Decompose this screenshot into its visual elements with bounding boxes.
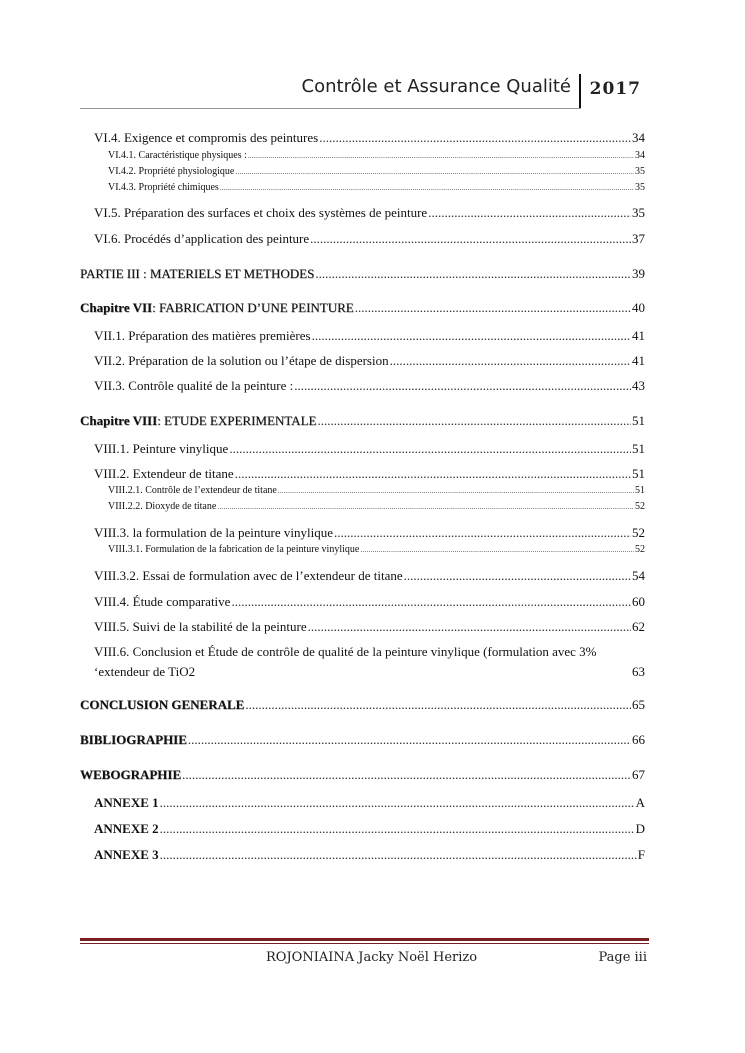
toc-page-number: F — [637, 847, 645, 862]
toc-page-number: 52 — [635, 544, 645, 555]
toc-annex[interactable]: ANNEXE 2 ..... D — [80, 821, 645, 837]
toc-entry[interactable]: VIII.2.1. Contrôle de l’extendeur de titane ..... 51 — [80, 485, 645, 497]
toc-part[interactable]: PARTIE III : MATERIELS ET METHODES ..... 39 — [80, 266, 645, 282]
toc-entry[interactable]: VI.6. Procédés d’application des peinture ..... 37 — [80, 231, 645, 247]
toc-entry[interactable]: VI.4.3. Propriété chimiques ..... 35 — [80, 182, 645, 194]
footer-rule-thin — [80, 943, 649, 944]
toc-page-number: 51 — [635, 485, 645, 496]
toc-conclusion[interactable]: CONCLUSION GENERALE ..... 65 — [80, 697, 645, 713]
toc-entry[interactable]: VII.2. Préparation de la solution ou l’étape de dispersion ..... 41 — [80, 353, 645, 369]
page-footer — [80, 938, 649, 978]
toc-entry[interactable]: VIII.5. Suivi de la stabilité de la peinture ..... 62 — [80, 619, 645, 635]
toc-entry[interactable]: VIII.3. la formulation de la peinture vinylique ..... 52 — [80, 525, 645, 541]
toc-page-number: 63 — [632, 664, 645, 679]
toc-page-number: 41 — [632, 353, 645, 368]
toc-entry[interactable]: VIII.3.1. Formulation de la fabrication de la peinture vinylique ..... 52 — [80, 544, 645, 556]
toc-page-number: 34 — [635, 150, 645, 161]
header-divider — [579, 74, 581, 108]
toc-entry[interactable]: VI.4. Exigence et compromis des peintures ..... 34 — [80, 130, 645, 146]
toc-page-number: 62 — [632, 619, 645, 634]
toc-page-number: 35 — [632, 205, 645, 220]
toc-page-number: 67 — [632, 767, 645, 782]
toc-page-number: 34 — [632, 130, 645, 145]
toc-bibliography[interactable]: BIBLIOGRAPHIE ..... 66 — [80, 732, 645, 748]
toc-entry[interactable]: VIII.6. Conclusion et Étude de contrôle de qualité de la peinture vinylique (formulation avec 3% ‘extendeur de TiO2 63 — [94, 642, 645, 682]
toc-page-number: 65 — [632, 697, 645, 712]
toc-chapter[interactable]: Chapitre VII : FABRICATION D’UNE PEINTURE ..... 40 — [80, 300, 645, 316]
toc-page-number: 54 — [632, 568, 645, 583]
toc-chapter[interactable]: Chapitre VIII : ETUDE EXPERIMENTALE ..... 51 — [80, 413, 645, 429]
toc-page-number: 66 — [632, 732, 645, 747]
toc-entry[interactable]: VII.1. Préparation des matières premières ..... 41 — [80, 328, 645, 344]
toc-entry[interactable]: VIII.1. Peinture vinylique ..... 51 — [80, 441, 645, 457]
toc-page-number: 35 — [635, 182, 645, 193]
toc-page-number: 51 — [632, 413, 645, 428]
toc-entry[interactable]: VIII.3.2. Essai de formulation avec de l’extendeur de titane ..... 54 — [80, 568, 645, 584]
toc-page-number: 43 — [632, 378, 645, 393]
author-name: ROJONIAINA Jacky Noël Herizo — [266, 950, 478, 965]
page-header — [80, 68, 649, 112]
page-number: Page iii — [598, 950, 647, 965]
toc-annex[interactable]: ANNEXE 1 ..... A — [80, 795, 645, 811]
toc-page-number: 52 — [635, 501, 645, 512]
toc-page-number: 41 — [632, 328, 645, 343]
toc-webography[interactable]: WEBOGRAPHIE ..... 67 — [80, 767, 645, 783]
toc-entry[interactable]: VIII.4. Étude comparative ..... 60 — [80, 594, 645, 610]
toc-page-number: 40 — [632, 300, 645, 315]
header-rule — [80, 108, 581, 109]
toc-page-number: 35 — [635, 166, 645, 177]
toc-page-number: 37 — [632, 231, 645, 246]
toc-entry[interactable]: VI.5. Préparation des surfaces et choix des systèmes de peinture ..... 35 — [80, 205, 645, 221]
footer-rule — [80, 938, 649, 941]
toc-page-number: A — [635, 795, 645, 810]
document-year: 2017 — [589, 79, 641, 99]
toc-entry[interactable]: VII.3. Contrôle qualité de la peinture : ..... 43 — [80, 378, 645, 394]
toc-page-number: D — [635, 821, 645, 836]
toc-entry[interactable]: VI.4.1. Caractéristique physiques : ..... 34 — [80, 150, 645, 162]
toc-page-number: 51 — [632, 466, 645, 481]
toc-page-number: 39 — [632, 266, 645, 281]
toc-entry[interactable]: VIII.2. Extendeur de titane ..... 51 — [80, 466, 645, 482]
document-title: Contrôle et Assurance Qualité — [301, 76, 571, 97]
toc-annex[interactable]: ANNEXE 3 ..... F — [80, 847, 645, 863]
toc-entry[interactable]: VI.4.2. Propriété physiologique ..... 35 — [80, 166, 645, 178]
toc-page-number: 52 — [632, 525, 645, 540]
toc-page-number: 60 — [632, 594, 645, 609]
toc-page-number: 51 — [632, 441, 645, 456]
toc-entry[interactable]: VIII.2.2. Dioxyde de titane ..... 52 — [80, 501, 645, 513]
